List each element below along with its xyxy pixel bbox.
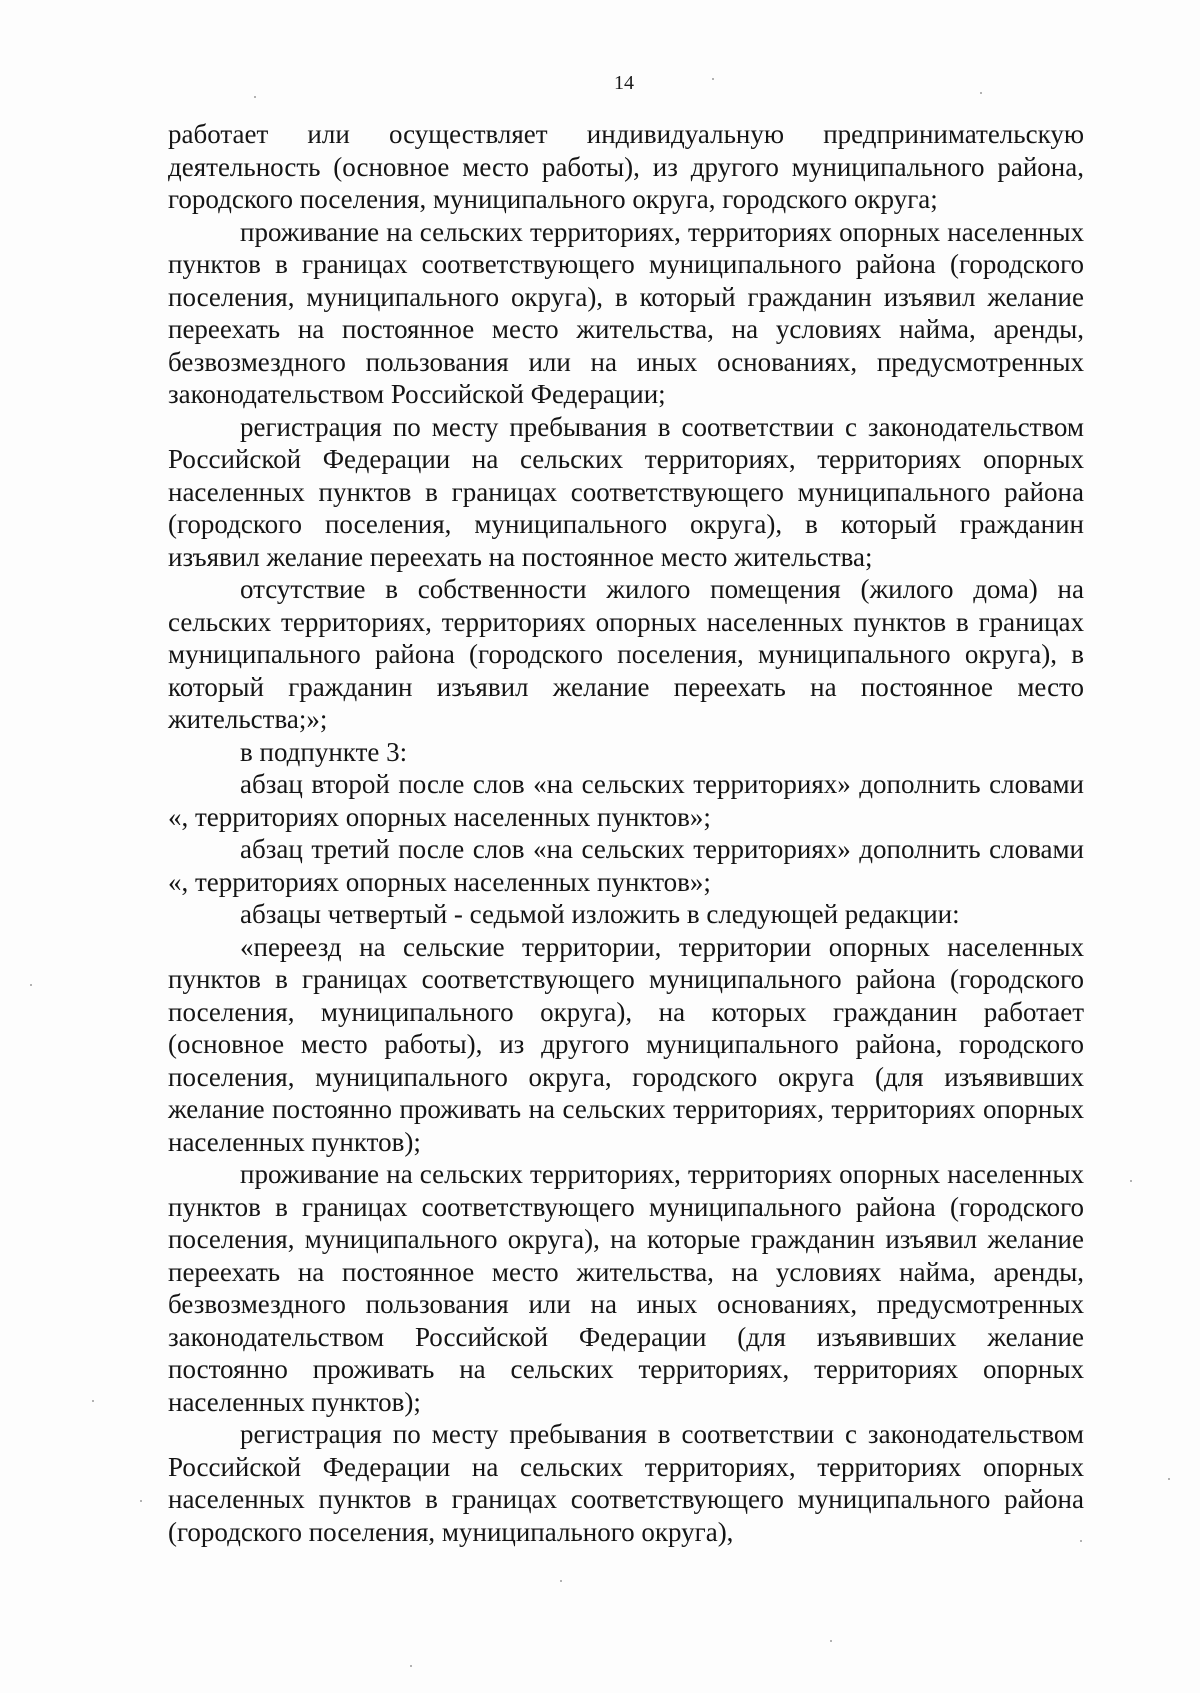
- scan-speck: [140, 1500, 142, 1502]
- paragraph-subitem-3: в подпункте 3:: [240, 736, 408, 767]
- scan-speck: [254, 96, 256, 98]
- paragraph-third-abzats: абзац третий после слов «на сельских территориях» дополнить словами «, территориях опорных населенных пунктов»;: [168, 834, 1084, 897]
- document-body: [168, 118, 1084, 1548]
- scan-speck: [30, 984, 32, 986]
- scan-speck: [1080, 1540, 1082, 1542]
- scan-speck: [980, 92, 982, 94]
- paragraph-no-ownership: отсутствие в собственности жилого помещения (жилого дома) на сельских территориях, территориях опорных населенных пунктов в границах муниципального района (городского поселения, муниципального округа), в который гражданин изъявил желание переехать на постоянное место жительства;»;: [168, 574, 1084, 734]
- paragraph-fourth-seventh-abzats: абзацы четвертый - седьмой изложить в следующей редакции:: [240, 899, 960, 929]
- paragraph-residence-new: проживание на сельских территориях, территориях опорных населенных пунктов в границах соответствующего муниципального района (городского поселения, муниципального округа), на которые гражданин изъявил желание переехать на постоянное место жительства, на условиях найма, аренды, безвозмездного пользования или на иных основаниях, предусмотренных законодательством Российской Федерации (для изъявивших желание постоянно проживать на сельских территориях, территориях опорных населенных пунктов);: [168, 1159, 1084, 1417]
- scan-speck: [1168, 1478, 1170, 1480]
- scan-speck: [92, 1400, 94, 1402]
- paragraph-second-abzats: абзац второй после слов «на сельских территориях» дополнить словами «, территориях опорных населенных пунктов»;: [168, 769, 1084, 832]
- paragraph-relocation: «переезд на сельские территории, территории опорных населенных пунктов в границах соответствующего муниципального района (городского поселения, муниципального округа), на которых гражданин работает (основное место работы), из другого муниципального района, городского поселения, муниципального округа, городского округа (для изъявивших желание постоянно проживать на сельских территориях, территориях опорных населенных пунктов);: [168, 931, 1084, 1157]
- paragraph-registration: регистрация по месту пребывания в соответствии с законодательством Российской Федерации на сельских территориях, территориях опорных населенных пунктов в границах соответствующего муниципального района (городского поселения, муниципального округа), в который гражданин изъявил желание переехать на постоянное место жительства;: [168, 411, 1084, 572]
- paragraph-residence: проживание на сельских территориях, территориях опорных населенных пунктов в границах соответствующего муниципального района (городского поселения, муниципального округа), в который гражданин изъявил желание переехать на постоянное место жительства, на условиях найма, аренды, безвозмездного пользования или на иных основаниях, предусмотренных законодательством Российской Федерации;: [168, 216, 1084, 409]
- scan-speck: [830, 1640, 832, 1642]
- scan-speck: [410, 1665, 412, 1667]
- scan-speck: [1130, 1180, 1132, 1182]
- page-number: 14: [614, 72, 634, 94]
- scan-speck: [560, 1580, 562, 1582]
- scan-speck: [712, 78, 714, 80]
- paragraph-continuation: работает или осуществляет индивидуальную предпринимательскую деятельность (основное место работы), из другого муниципального района, городского поселения, муниципального округа, городского округа;: [168, 119, 1084, 214]
- paragraph-registration-new: регистрация по месту пребывания в соответствии с законодательством Российской Федерации на сельских территориях, территориях опорных населенных пунктов в границах соответствующего муниципального района (городского поселения, муниципального округа),: [168, 1419, 1084, 1547]
